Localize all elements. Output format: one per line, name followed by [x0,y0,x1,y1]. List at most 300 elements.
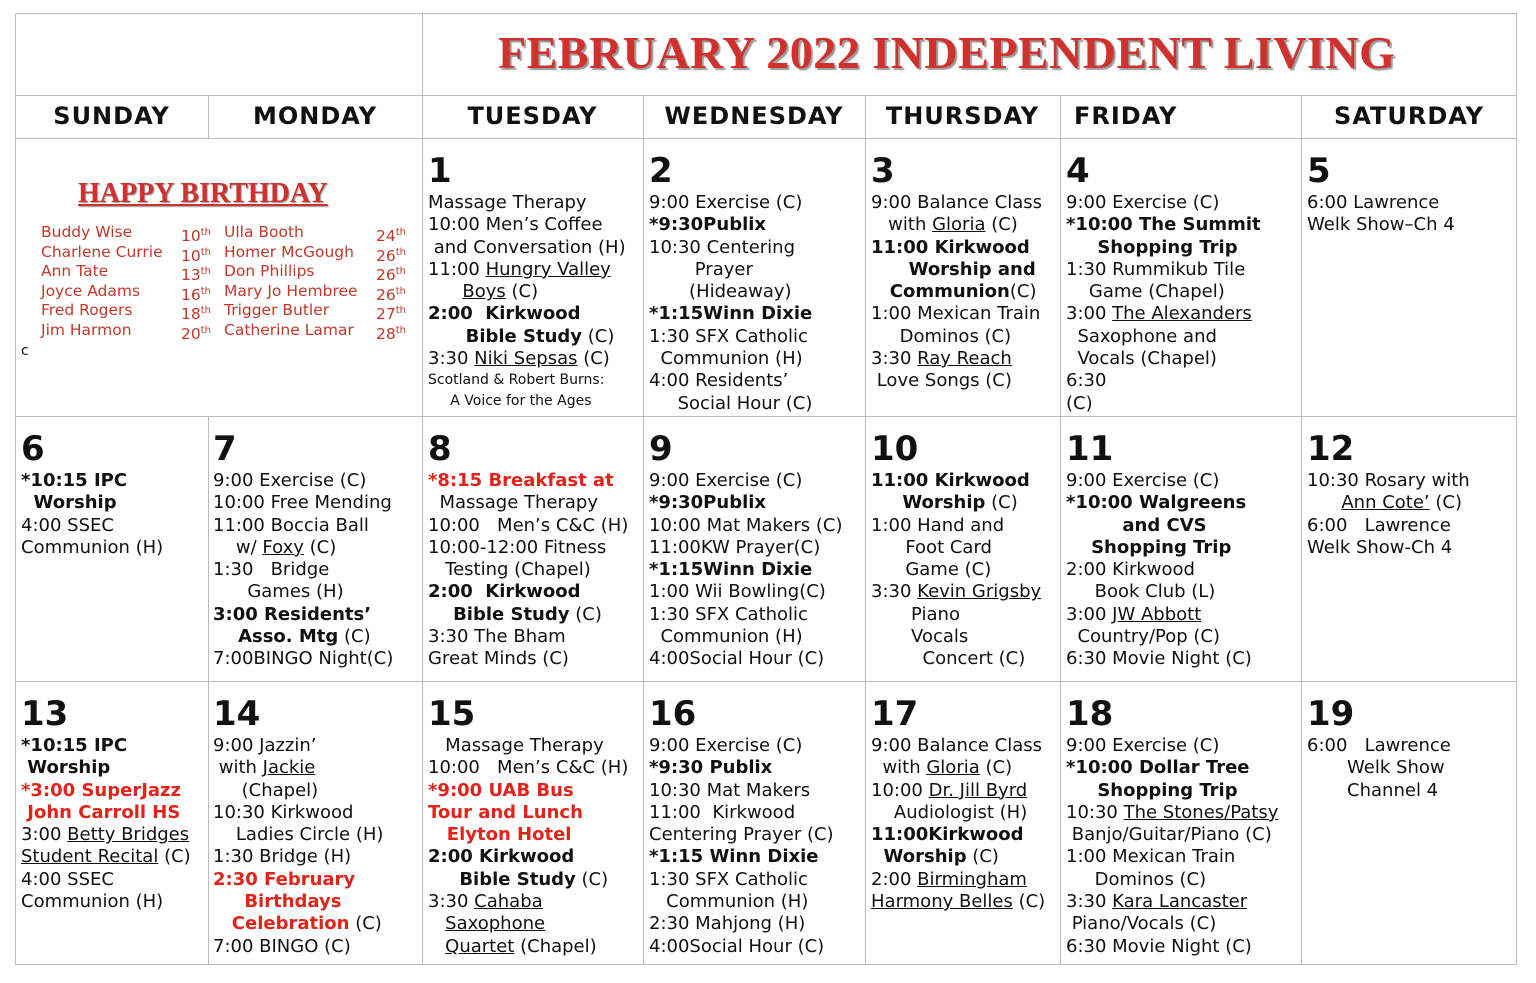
event-line [428,192,626,214]
event-line [1307,192,1455,214]
event-line [213,846,383,868]
event-text: 10:30 Centering [649,236,796,258]
event-line [213,869,383,891]
birthday-name: Mary Jo Hembree [224,281,358,300]
event-line [1307,735,1451,757]
event-text: *1:15Winn Dixie [649,303,813,325]
event-line [871,780,1045,802]
day-number: 2 [649,151,673,191]
event-text: Shopping Trip [1066,536,1232,558]
event-line [21,891,191,913]
event-text: (C) [1066,392,1093,414]
event-line [649,604,842,626]
birthday-suffix: th [395,266,406,278]
event-text: 6:30 Movie Night (C) [1066,648,1252,670]
event-text: 10:30 [1066,801,1124,823]
event-line [649,581,842,603]
event-text: Great Minds (C) [428,648,569,670]
day-cell [871,152,1042,393]
day-cell [871,430,1041,671]
event-text: Communion (H) [21,891,164,913]
event-text: Kevin Grigsby [917,581,1042,603]
event-text: Testing (Chapel) [428,559,591,581]
event-line [1066,735,1278,757]
event-line [213,492,393,514]
day-number: 18 [1066,694,1114,734]
event-line [1066,757,1278,779]
event-text: Celebration [213,913,350,935]
grid-line [865,95,866,964]
page-title: FEBRUARY 2022 INDEPENDENT LIVING [498,27,1396,78]
event-text: Piano/Vocals (C) [1066,913,1217,935]
event-text: Quartet [445,935,515,957]
event-line [871,515,1041,537]
event-text: Communion (H) [649,891,809,913]
event-text: 9:00 Balance Class [871,192,1043,213]
event-line [1066,192,1261,214]
day-number: 16 [649,694,697,734]
grid-line [422,14,423,964]
event-line [871,303,1042,325]
event-line [649,936,834,958]
birthday-suffix: th [395,246,406,258]
event-text: 4:00Social Hour (C) [649,648,825,670]
birthday-name: Catherine Lamar [224,320,354,339]
event-line [428,824,628,846]
event-line [649,780,834,802]
birthday-suffix: th [200,246,211,258]
event-line [428,237,626,259]
event-line [649,891,834,913]
event-line [1066,913,1278,935]
event-text: 9:00 Exercise (C) [1066,192,1220,213]
day-number: 10 [871,429,919,469]
day-header-thursday: THURSDAY [885,102,1040,130]
event-line [428,581,628,603]
birthday-day: 26 [376,266,396,285]
event-text: Betty Bridges [67,824,190,846]
event-text: (C) [1009,281,1037,303]
event-text: 2:30 Mahjong (H) [649,913,806,935]
birthday-name: Buddy Wise [41,223,133,241]
birthday-date [376,321,406,345]
birthday-day: 26 [376,285,396,304]
event-text: *8:15 Breakfast at [428,470,614,491]
birthday-entry [224,223,406,246]
event-line [649,537,842,559]
event-text: Massage Therapy [428,192,587,213]
event-line [428,515,628,537]
event-text: (C) [979,757,1013,779]
event-text: 1:30 Rummikub Tile [1066,258,1246,280]
event-text: 9:00 Exercise (C) [649,470,803,491]
event-text: Communion (H) [21,536,164,558]
event-text: 11:00 Kirkwood [871,236,1030,258]
event-text: 6:00 Lawrence [1307,514,1451,536]
grid-line [643,95,644,964]
event-text: 2:00 Kirkwood [428,581,581,603]
event-text: 10:30 Rosary with [1307,470,1470,491]
event-text: Communion (H) [649,348,803,370]
day-header-sunday: SUNDAY [53,102,170,130]
event-text: 2:00 Kirkwood [428,303,581,325]
event-text: Scotland & Robert Burns: [428,372,605,389]
event-text: *1:15 Winn Dixie [649,846,819,868]
event-line [1066,492,1252,514]
event-text: Ann Cote’ [1341,492,1430,514]
event-text: 3:30 [871,348,918,370]
event-line [1066,393,1261,415]
day-cell [428,430,628,671]
event-line [1066,648,1252,670]
event-text: 3:00 [21,824,68,846]
event-text: Ray Reach [917,348,1012,370]
event-text: with [213,757,263,779]
event-text: Worship and [871,258,1036,280]
event-line [213,626,393,648]
event-text: (C) [985,492,1018,514]
event-line [1066,802,1278,824]
event-text: Prayer [649,258,753,280]
event-line [428,648,628,670]
event-text: *10:00 The Summit [1066,214,1261,236]
event-text: Social Hour (C) [649,392,813,414]
event-line [428,913,628,935]
event-text: 6:00 Lawrence [1307,735,1451,756]
event-text: Student Recital [21,846,159,868]
birthday-entry [224,282,406,302]
event-text: (C) [1429,492,1462,514]
event-text: 1:00 Mexican Train [871,303,1041,325]
birthday-suffix: th [395,305,406,317]
event-line [871,891,1045,913]
event-line [649,393,812,415]
event-text: 1:30 Bridge (H) [213,846,352,868]
event-line [649,281,812,303]
event-text: 3:30 [1066,891,1113,913]
event-line [428,626,628,648]
birthday-day: 20 [181,325,201,344]
event-text: *1:15Winn Dixie [649,559,813,581]
event-text: Shopping Trip [1066,779,1238,801]
event-text: *3:00 SuperJazz [21,779,181,801]
event-line [649,492,842,514]
event-text: 6:30 [1066,370,1107,392]
day-header-saturday: SATURDAY [1334,102,1484,130]
event-line [1066,869,1278,891]
event-text: Bible Study [428,603,570,625]
event-text: Banjo/Guitar/Piano (C) [1066,824,1272,846]
event-line [1066,780,1278,802]
event-text: 4:00 SSEC [21,514,114,536]
event-text: Bible Study [428,325,583,347]
event-line [213,537,393,559]
event-text: (C) [582,325,615,347]
event-text: Channel 4 [1307,779,1439,801]
event-text [428,936,445,957]
event-text: Worship [871,492,986,514]
event-text: 9:00 Exercise (C) [1066,735,1220,756]
event-text: Foot Card [871,536,992,558]
event-line [871,214,1042,236]
event-line [871,559,1041,581]
event-line [1066,824,1278,846]
event-text: Boys [462,281,506,303]
day-cell [1066,152,1261,415]
event-text: Shopping Trip [1066,236,1238,258]
event-text: Bible Study [428,868,576,890]
event-text: (C) [158,846,191,868]
grid-line [16,95,1516,96]
event-line [1066,581,1252,603]
birthday-list-left [41,223,211,344]
birthday-day: 10 [181,227,201,246]
event-line [21,824,191,846]
event-line [649,303,812,325]
day-header-monday: MONDAY [253,102,377,130]
event-text: Asso. Mtg [213,626,339,648]
event-text: Country/Pop (C) [1066,626,1221,648]
event-line [649,370,812,392]
event-text: 3:30 [871,581,918,603]
event-line [1066,626,1252,648]
event-line [428,470,628,492]
event-line [649,348,812,370]
event-text: *9:00 UAB Bus [428,779,574,801]
event-text: (C) [985,214,1018,236]
event-text: (Chapel) [213,779,319,801]
event-text: 11:00 Kirkwood [871,470,1030,491]
stray-text: c [21,343,29,359]
grid-line [208,416,209,964]
event-line [21,470,163,492]
event-text: 10:00-12:00 Fitness [428,536,607,558]
event-line [213,824,383,846]
event-line [649,757,834,779]
day-number: 14 [213,694,261,734]
event-text [428,913,445,934]
event-line [213,802,383,824]
event-line [871,492,1041,514]
event-line [1307,470,1470,492]
event-text: (C) [1012,891,1046,913]
event-text [1307,492,1341,513]
event-line [1066,326,1261,348]
birthday-entry [224,243,406,263]
event-text: 9:00 Balance Class [871,735,1043,756]
event-line [871,626,1041,648]
event-text: 4:00 Residents’ [649,370,789,392]
event-line [871,824,1045,846]
event-text: Love Songs (C) [871,370,1012,392]
event-line [213,757,383,779]
event-line [1307,757,1451,779]
day-number: 19 [1307,694,1355,734]
event-line [1307,537,1470,559]
event-text: and Conversation (H) [428,236,626,258]
event-text: Worship [871,846,967,868]
event-line [871,237,1042,259]
event-text: The Stones/Patsy [1123,801,1279,823]
birthday-entry [41,301,211,324]
day-cell [21,430,163,559]
day-number: 9 [649,429,673,469]
event-text: *10:00 Dollar Tree [1066,757,1250,779]
event-text: Saxophone [445,913,546,935]
event-line [871,604,1041,626]
birthday-name: Fred Rogers [41,301,133,320]
birthday-suffix: th [200,285,211,297]
event-text: Dominos (C) [1066,868,1207,890]
event-line [1066,303,1261,325]
birthday-entry [224,320,406,344]
event-line [21,780,191,802]
event-text: (Chapel) [514,935,597,957]
event-line [649,824,834,846]
event-text: Saxophone and [1066,325,1217,347]
event-text: 6:30 Movie Night (C) [1066,935,1252,957]
event-text: Book Club (L) [1066,581,1216,603]
grid-line [16,138,1516,139]
event-line [213,648,393,670]
event-line [1066,515,1252,537]
day-number: 3 [871,151,895,191]
event-text: Elyton Hotel [428,824,572,846]
birthday-entry [41,243,211,263]
event-line [213,470,393,492]
event-text: Game (Chapel) [1066,281,1225,303]
event-text: Vocals [871,626,969,648]
event-line [1066,846,1278,868]
event-line [428,891,628,913]
event-text: Ladies Circle (H) [213,824,384,846]
event-text: 2:30 February [213,868,356,890]
birthday-day: 28 [376,325,396,344]
event-line [213,515,393,537]
event-text: Centering Prayer (C) [649,824,834,846]
event-text: 3:30 [428,891,475,913]
day-cell [649,695,834,958]
event-text: *10:00 Walgreens [1066,492,1247,514]
birthday-name: Joyce Adams [41,281,141,300]
event-line [649,515,842,537]
day-cell [1066,430,1252,671]
event-line [428,757,628,779]
event-line [21,869,191,891]
event-text: 4:00 SSEC [21,868,114,890]
event-line [649,214,812,236]
event-text: 9:00 Jazzin’ [213,735,317,756]
event-text: Massage Therapy [428,735,604,756]
event-line [213,559,393,581]
event-line [871,281,1042,303]
event-text: Audiologist (H) [871,801,1028,823]
event-text: (C) [505,281,539,303]
event-text: 3:30 [428,348,475,370]
event-text: Harmony Belles [871,891,1013,913]
event-line [428,348,626,370]
event-text: (C) [338,626,371,648]
event-text: Worship [21,492,117,514]
birthday-suffix: th [200,227,211,238]
event-text: Dr. Jill Byrd [928,779,1028,801]
event-text: 1:30 SFX Catholic [649,325,808,347]
birthday-name: Trigger Butler [224,301,330,320]
event-text: 2:00 Kirkwood [1066,559,1195,581]
birthday-suffix: th [200,324,211,336]
event-text [428,281,462,302]
event-text: 10:00 Men’s C&C (H) [428,514,629,536]
day-cell [871,695,1045,913]
event-text: Welk Show [1307,757,1445,779]
event-line [213,581,393,603]
event-text: 11:00KW Prayer(C) [649,536,821,558]
day-cell [21,695,191,913]
birthday-entry [41,262,211,285]
event-line [871,869,1045,891]
event-line [649,913,834,935]
event-line [428,869,628,891]
birthday-name: Ulla Booth [224,223,304,241]
event-line [871,846,1045,868]
event-text: 10:00 Free Mending [213,492,392,514]
event-text: Jackie [262,757,316,779]
event-line [649,470,842,492]
birthday-day: 27 [376,305,396,324]
event-text: *9:30Publix [649,214,767,236]
event-text: (C) [303,536,337,558]
event-line [1307,515,1470,537]
event-line [871,192,1042,214]
event-line [213,780,383,802]
day-cell [1307,695,1451,802]
event-text: 1:00 Hand and [871,514,1005,536]
event-text: Games (H) [213,581,344,603]
birthday-day: 16 [181,285,201,304]
event-text: Cahaba [474,891,543,913]
event-text: 2:00 Kirkwood [428,846,575,868]
event-text: 10:00 Men’s C&C (H) [428,757,629,779]
event-text: Hungry Valley [485,258,611,280]
event-line [1066,259,1261,281]
event-text: 3:30 The Bham [428,626,566,648]
day-cell [1307,152,1455,237]
birthday-name: Charlene Currie [41,242,163,261]
birthday-date [181,321,211,345]
event-text: Tour and Lunch [428,801,583,823]
event-line [871,581,1041,603]
event-line [1066,559,1252,581]
event-line [871,470,1041,492]
event-line [649,626,842,648]
event-line [21,757,191,779]
event-line [649,326,812,348]
event-line [649,846,834,868]
day-cell [1307,430,1470,559]
day-header-wednesday: WEDNESDAY [664,102,844,130]
event-line [428,281,626,303]
event-text: *9:30Publix [649,492,767,514]
day-header-tuesday: TUESDAY [467,102,598,130]
event-text: Communion (H) [649,626,803,648]
birthday-day: 18 [181,305,201,324]
birthday-entry [224,262,406,285]
event-text: 10:30 Mat Makers [649,779,811,801]
event-line [871,370,1042,392]
event-line [428,936,628,958]
event-line [1066,281,1261,303]
event-text: (Hideaway) [649,281,792,303]
